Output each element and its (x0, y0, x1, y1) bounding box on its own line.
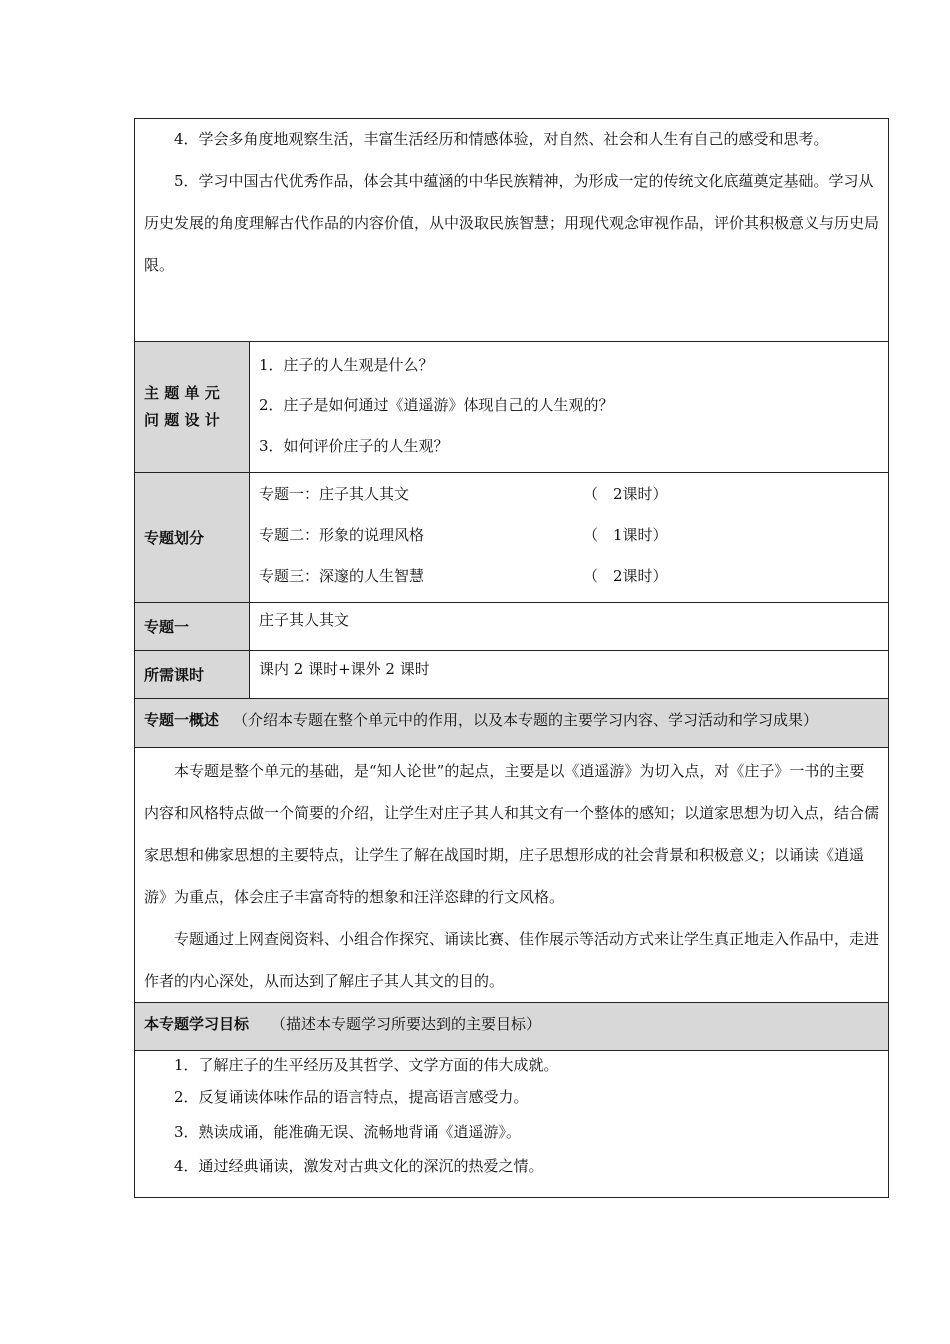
topic-division-label: 专题划分 (135, 473, 250, 602)
required-hours-row (135, 651, 888, 699)
topic-division-list (250, 473, 888, 595)
overview-body (135, 748, 888, 1003)
question-list (250, 342, 888, 466)
objectives-title: 本专题学习目标 (144, 1015, 250, 1033)
goal-item: 4．学会多角度地观察生活，丰富生活经历和情感体验，对自然、社会和人生有自己的感受和思考。 (174, 130, 829, 148)
topic-item (259, 557, 888, 595)
objective-item: 4．通过经典诵读，激发对古典文化的深沉的热爱之情。 (174, 1157, 544, 1175)
required-hours-value: 课内 2 课时+课外 2 课时 (259, 660, 430, 678)
topic-hours: （ 1课时） (583, 526, 668, 544)
topic-name: 专题一：庄子其人其文 (259, 485, 410, 503)
question-design-label-text: 主题单元问题设计 (144, 384, 226, 429)
objective-item: 3．熟读成诵，能准确无误、流畅地背诵《逍遥游》。 (174, 1123, 522, 1141)
objective-item: 2．反复诵读体味作品的语言特点，提高语言感受力。 (174, 1088, 529, 1106)
topic-one-label: 专题一 (135, 603, 250, 650)
unit-goals-continued (135, 118, 888, 342)
topic-name: 专题三：深邃的人生智慧 (259, 567, 425, 585)
topic-one-value: 庄子其人其文 (259, 611, 350, 629)
objective-item: 1．了解庄子的生平经历及其哲学、文学方面的伟大成就。 (174, 1056, 559, 1074)
objectives-header (135, 1003, 888, 1051)
lesson-plan-table (134, 118, 889, 1198)
overview-note: （介绍本专题在整个单元中的作用，以及本专题的主要学习内容、学习活动和学习成果） (233, 711, 819, 729)
objectives-list (135, 1051, 888, 1198)
topic-hours: （ 2课时） (583, 567, 668, 585)
objectives-note: （描述本专题学习所要达到的主要目标） (271, 1015, 542, 1033)
topic-name: 专题二：形象的说理风格 (259, 526, 425, 544)
overview-paragraph: 专题通过上网查阅资料、小组合作探究、诵读比赛、佳作展示等活动方式来让学生真正地走入作品中，走进作者的内心深处，从而达到了解庄子其人其文的目的。 (144, 930, 880, 990)
topic-item (259, 475, 888, 513)
question-design-label (135, 342, 250, 472)
topic-item (259, 513, 888, 557)
goal-item: 5．学习中国古代优秀作品，体会其中蕴涵的中华民族精神，为形成一定的传统文化底蕴奠定基础。学习从历史发展的角度理解古代作品的内容价值，从中汲取民族智慧；用现代观念审视作品，评价其积极意义与历史局限。 (144, 172, 880, 274)
overview-header (135, 699, 888, 748)
required-hours-label: 所需课时 (135, 651, 250, 698)
question-item: 1．庄子的人生观是什么？ (259, 356, 434, 374)
question-item: 2．庄子是如何通过《逍遥游》体现自己的人生观的？ (259, 396, 614, 414)
overview-paragraph: 本专题是整个单元的基础，是“知人论世”的起点，主要是以《逍遥游》为切入点，对《庄子》一书的主要内容和风格特点做一个简要的介绍，让学生对庄子其人和其文有一个整体的感知；以道家思想为切入点，结合儒家思想和佛家思想的主要特点，让学生了解在战国时期，庄子思想形成的社会背景和积极意义；以诵读《逍遥游》为重点，体会庄子丰富奇特的想象和汪洋恣肆的行文风格。 (144, 762, 880, 906)
question-design-row (135, 342, 888, 473)
overview-title: 专题一概述 (144, 711, 220, 729)
topic-hours: （ 2课时） (583, 485, 668, 503)
question-item: 3．如何评价庄子的人生观？ (259, 437, 449, 455)
topic-division-row (135, 473, 888, 603)
topic-one-row (135, 603, 888, 651)
